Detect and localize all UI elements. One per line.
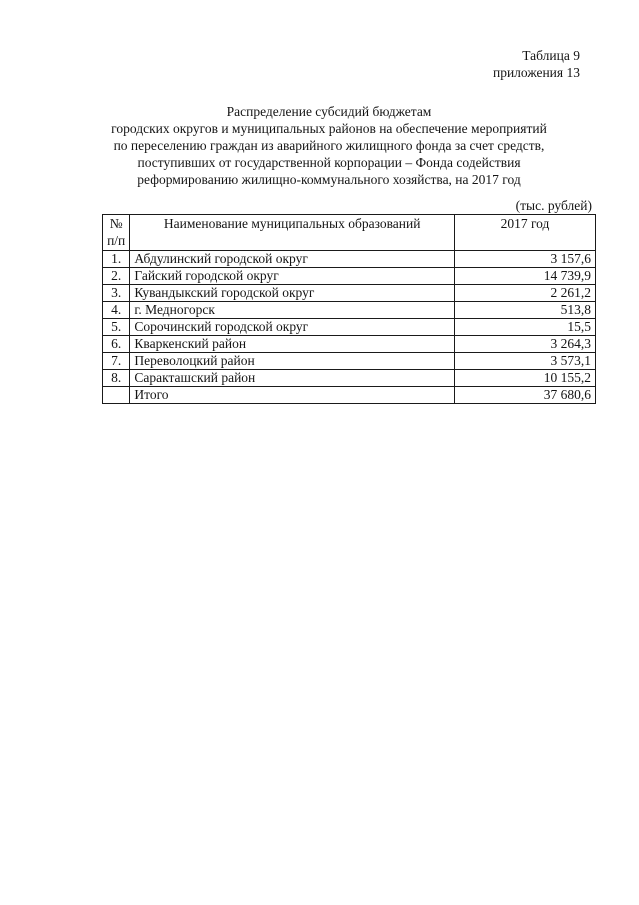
row-name: Гайский городской округ bbox=[130, 268, 455, 285]
table-row bbox=[103, 285, 596, 302]
title-line-5: реформированию жилищно-коммунального хозяйства, на 2017 год bbox=[137, 172, 521, 187]
table-reference bbox=[493, 47, 580, 81]
table-number-label: Таблица 9 bbox=[522, 48, 580, 63]
row-value: 14 739,9 bbox=[454, 268, 595, 285]
table-row bbox=[103, 268, 596, 285]
table-row bbox=[103, 353, 596, 370]
title-line-2: городских округов и муниципальных районов на обеспечение мероприятий bbox=[111, 121, 547, 136]
title-line-4: поступивших от государственной корпорации – Фонда содействия bbox=[137, 155, 521, 170]
row-number: 2. bbox=[103, 268, 130, 285]
header-number-line-2: п/п bbox=[107, 233, 126, 248]
row-value: 10 155,2 bbox=[454, 370, 595, 387]
row-number: 7. bbox=[103, 353, 130, 370]
table-row bbox=[103, 302, 596, 319]
row-number: 6. bbox=[103, 336, 130, 353]
row-value: 3 157,6 bbox=[454, 251, 595, 268]
table-row bbox=[103, 370, 596, 387]
header-year: 2017 год bbox=[454, 215, 595, 251]
appendix-label: приложения 13 bbox=[492, 65, 580, 80]
total-number-cell bbox=[103, 387, 130, 404]
row-name: Кувандыкский городской округ bbox=[130, 285, 455, 302]
total-row bbox=[103, 387, 596, 404]
total-label: Итого bbox=[130, 387, 455, 404]
row-number: 5. bbox=[103, 319, 130, 336]
title-line-3: по переселению граждан из аварийного жилищного фонда за счет средств, bbox=[113, 138, 545, 153]
row-name: Сорочинский городской округ bbox=[130, 319, 455, 336]
row-value: 3 264,3 bbox=[454, 336, 595, 353]
header-name: Наименование муниципальных образований bbox=[130, 215, 455, 251]
header-number-line-1: № bbox=[109, 216, 123, 231]
row-value: 15,5 bbox=[454, 319, 595, 336]
row-name: Саракташский район bbox=[130, 370, 455, 387]
table-row bbox=[103, 251, 596, 268]
row-name: Кваркенский район bbox=[130, 336, 455, 353]
row-name: Абдулинский городской округ bbox=[130, 251, 455, 268]
row-number: 4. bbox=[103, 302, 130, 319]
units-note: (тыс. рублей) bbox=[515, 198, 592, 213]
table-row bbox=[103, 319, 596, 336]
row-name: Переволоцкий район bbox=[130, 353, 455, 370]
row-value: 3 573,1 bbox=[454, 353, 595, 370]
subsidy-table bbox=[102, 214, 596, 404]
row-name: г. Медногорск bbox=[130, 302, 455, 319]
table-row bbox=[103, 336, 596, 353]
title-line-1: Распределение субсидий бюджетам bbox=[226, 104, 432, 119]
row-number: 8. bbox=[103, 370, 130, 387]
row-value: 513,8 bbox=[454, 302, 595, 319]
total-value: 37 680,6 bbox=[454, 387, 595, 404]
document-title bbox=[96, 103, 562, 188]
row-number: 3. bbox=[103, 285, 130, 302]
header-number bbox=[103, 215, 130, 251]
row-number: 1. bbox=[103, 251, 130, 268]
row-value: 2 261,2 bbox=[454, 285, 595, 302]
table-header-row bbox=[103, 215, 596, 251]
